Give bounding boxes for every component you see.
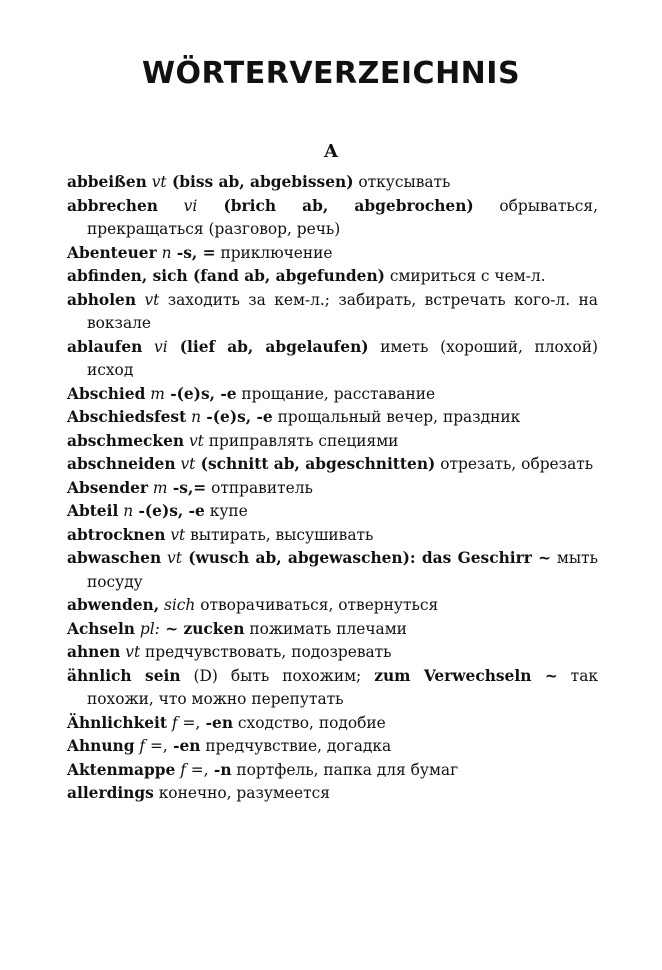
entry-headword: abwaschen <box>67 549 162 567</box>
entry-translation: откусывать <box>353 173 451 191</box>
dictionary-entry <box>67 195 598 242</box>
entry-translation: (D) быть похожим; <box>180 666 375 685</box>
dictionary-entry <box>67 665 598 712</box>
entry-grammar: vt <box>151 173 167 191</box>
entry-headword: allerdings <box>67 784 154 802</box>
entry-headword: Absender <box>67 478 149 497</box>
entry-translation: прощание, расставание <box>236 384 436 403</box>
dictionary-entry <box>67 547 598 594</box>
entry-grammar: f <box>171 713 178 732</box>
dictionary-entry <box>67 641 598 665</box>
dictionary-entry <box>67 336 598 383</box>
entry-translation: мыть посуду <box>87 549 598 591</box>
entry-grammar: vi <box>154 337 168 356</box>
entry-headword: abbeißen <box>67 173 147 191</box>
entry-translation: приключение <box>215 243 333 262</box>
entry-headword: -s, = <box>171 243 216 262</box>
entry-headword: abbrechen <box>67 196 158 215</box>
dictionary-entry <box>67 735 598 759</box>
dictionary-entry <box>67 289 598 336</box>
dictionary-entry <box>67 524 598 548</box>
dictionary-entry <box>67 406 598 430</box>
entry-grammar: m <box>150 384 165 403</box>
entry-translation: =, <box>177 713 201 732</box>
dictionary-entry <box>67 594 598 618</box>
entry-translation: смириться с чем-л. <box>384 267 546 285</box>
section-letter: A <box>324 141 338 162</box>
dictionary-entry <box>67 618 598 642</box>
entry-translation: предчувствовать, подозревать <box>140 643 392 661</box>
entry-grammar: vt <box>125 643 141 661</box>
entry-translation: вытирать, высушивать <box>185 525 374 544</box>
dictionary-entry <box>67 453 598 477</box>
entry-headword: -s,= <box>167 478 207 497</box>
entry-translation: портфель, папка для бумаг <box>231 760 459 779</box>
entry-translation: прощальный вечер, праздник <box>272 408 521 426</box>
entry-headword: (lief ab, abgelaufen) <box>167 337 369 356</box>
entry-headword: Aktenmappe <box>67 760 176 779</box>
entry-grammar: sich <box>163 596 196 614</box>
entry-headword: Abschied <box>67 384 146 403</box>
entry-translation: иметь (хороший, плохой) исход <box>87 337 598 379</box>
entry-translation: приправлять специями <box>203 431 399 450</box>
dictionary-entry <box>67 265 598 289</box>
entry-headword: abschneiden <box>67 455 176 473</box>
entry-grammar: vt <box>144 290 160 309</box>
entry-grammar: vt <box>188 431 204 450</box>
page-title: WÖRTERVERZEICHNIS <box>141 56 521 91</box>
entry-headword: zum Verwechseln ~ <box>374 666 558 685</box>
entry-grammar: vt <box>170 525 186 544</box>
dictionary-entry <box>67 171 598 195</box>
entry-grammar: n <box>161 243 172 262</box>
entry-headword: Abschiedsfest <box>67 408 187 426</box>
entry-headword: Abenteuer <box>67 243 157 262</box>
entry-headword: Ähnlichkeit <box>67 713 167 732</box>
entry-headword: Abteil <box>67 502 119 520</box>
entry-headword: Ahnung <box>67 737 135 755</box>
dictionary-entry <box>67 477 598 501</box>
entry-grammar: vt <box>167 549 182 567</box>
entry-headword: -en <box>167 737 201 755</box>
entry-translation: обрываться, прекращаться (разговор, речь) <box>87 196 598 238</box>
entry-translation: так похожи, что можно перепутать <box>87 666 598 708</box>
entry-grammar: pl: <box>139 619 160 638</box>
entry-headword: (biss ab, abgebissen) <box>166 173 354 191</box>
entry-translation: купе <box>204 502 248 520</box>
dictionary-entry <box>67 430 598 454</box>
entry-grammar: n <box>123 502 134 520</box>
entry-grammar: vi <box>183 196 198 215</box>
entry-translation: конечно, разумеется <box>153 784 330 802</box>
entry-translation: отправитель <box>206 478 313 497</box>
entry-translation: заходить за кем-л.; забирать, встречать кого-л. на вокзале <box>87 290 598 332</box>
entry-translation: отрезать, обрезать <box>435 455 594 473</box>
entry-headword: (wusch ab, abgewaschen): das Geschirr ~ <box>181 549 552 567</box>
dictionary-entry <box>67 383 598 407</box>
entry-headword: ~ zucken <box>159 619 245 638</box>
entry-headword: (schnitt ab, abgeschnitten) <box>195 455 436 473</box>
entry-translation: пожимать плечами <box>244 619 407 638</box>
entry-translation: отворачиваться, отвернуться <box>195 596 439 614</box>
entry-translation: предчувствие, догадка <box>200 737 392 755</box>
entry-headword: ahnen <box>67 643 121 661</box>
entry-translation: сходство, подобие <box>233 713 386 732</box>
entry-headword: Achseln <box>67 619 135 638</box>
entry-headword: -n <box>208 760 232 779</box>
entry-grammar: m <box>152 478 168 497</box>
entry-headword: abschmecken <box>67 431 185 450</box>
entry-headword: abfinden, sich (fand ab, abgefunden) <box>67 267 385 285</box>
entry-translation <box>142 338 154 356</box>
entry-grammar: f <box>139 737 146 755</box>
dictionary-entry <box>67 242 598 266</box>
entry-headword: -(e)s, -e <box>133 502 205 520</box>
entry-translation <box>158 197 184 215</box>
entry-headword: abwenden, <box>67 596 160 614</box>
entry-grammar: n <box>191 408 202 426</box>
entry-grammar: f <box>180 760 186 779</box>
entry-headword: -en <box>200 713 234 732</box>
entry-headword: ablaufen <box>67 337 143 356</box>
entry-grammar: vt <box>180 455 196 473</box>
entry-translation: =, <box>145 737 168 755</box>
entry-headword: -(e)s, -e <box>201 408 273 426</box>
dictionary-entry <box>67 782 598 806</box>
entry-headword: -(e)s, -e <box>164 384 237 403</box>
entry-headword: (brich ab, abgebrochen) <box>197 196 474 215</box>
entry-translation: =, <box>185 760 209 779</box>
entry-headword: abtrocknen <box>67 525 166 544</box>
entry-headword: ähnlich sein <box>67 666 181 685</box>
dictionary-entry <box>67 712 598 736</box>
entry-list <box>67 171 598 806</box>
dictionary-entry <box>67 500 598 524</box>
entry-headword: abholen <box>67 290 137 309</box>
dictionary-entry <box>67 759 598 783</box>
